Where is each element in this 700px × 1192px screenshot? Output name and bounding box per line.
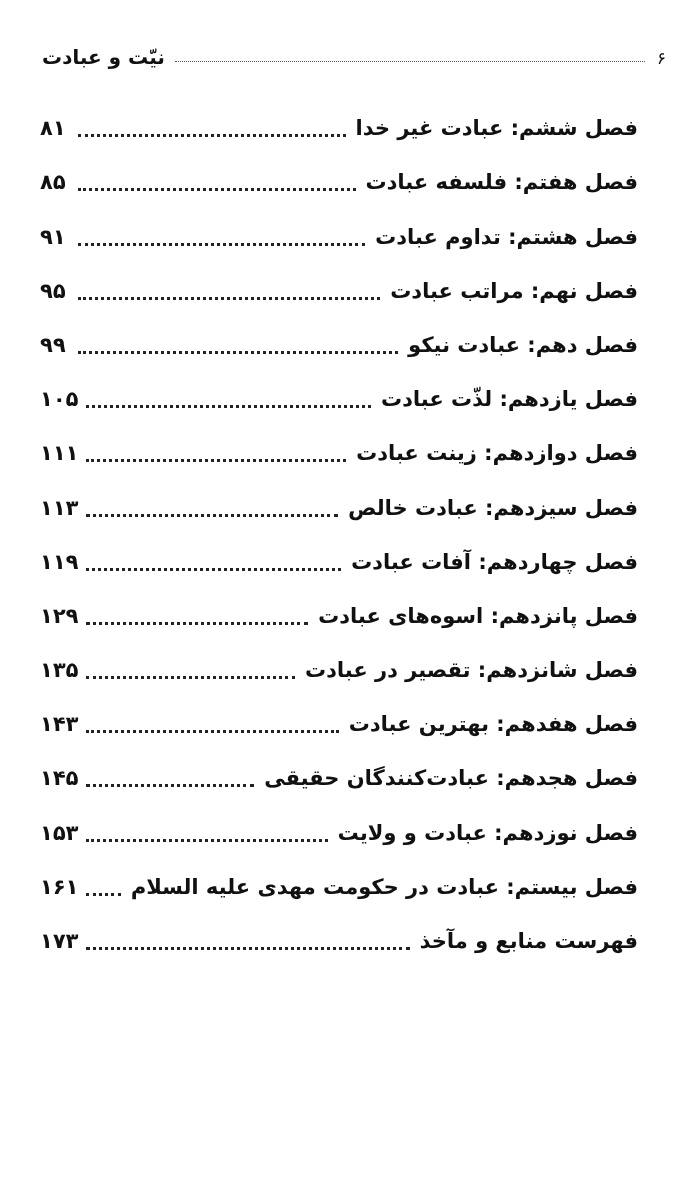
table-of-contents <box>40 92 638 959</box>
toc-entry-page: ۱۶۱ <box>40 874 79 899</box>
toc-entry-title: فصل نوزدهم: عبادت و ولایت <box>337 820 638 845</box>
toc-entry-title: فصل بیستم: عبادت در حکومت مهدی علیه السلام <box>130 874 638 899</box>
toc-entry[interactable] <box>40 526 638 580</box>
toc-dotted-leader <box>86 514 338 517</box>
toc-dotted-leader <box>86 839 327 842</box>
toc-dotted-leader <box>86 405 371 408</box>
toc-entry-page: ۱۴۵ <box>40 766 79 791</box>
toc-entry[interactable] <box>40 417 638 471</box>
toc-entry-page: ۱۲۹ <box>40 603 79 628</box>
toc-dotted-leader <box>78 188 356 191</box>
toc-entry[interactable] <box>40 471 638 525</box>
toc-dotted-leader <box>86 730 338 733</box>
toc-entry[interactable] <box>40 309 638 363</box>
toc-entry-page: ۱۳۵ <box>40 658 79 683</box>
toc-entry[interactable] <box>40 634 638 688</box>
toc-dotted-leader <box>78 297 380 300</box>
toc-entry[interactable] <box>40 796 638 850</box>
toc-entry-page: ۹۵ <box>40 278 66 303</box>
toc-entry-page: ۹۹ <box>40 332 66 357</box>
toc-entry-page: ۱۴۳ <box>40 712 79 737</box>
toc-dotted-leader <box>86 622 308 625</box>
toc-dotted-leader <box>86 568 341 571</box>
toc-dotted-leader <box>78 134 346 137</box>
toc-dotted-leader <box>86 459 346 462</box>
toc-entry-title: فصل چهاردهم: آفات عبادت <box>351 549 638 574</box>
toc-entry-title: فصل هشتم: تداوم عبادت <box>375 224 638 249</box>
toc-entry[interactable] <box>40 146 638 200</box>
toc-entry-page: ۸۵ <box>40 170 66 195</box>
toc-entry-title: فهرست منابع و مآخذ <box>419 929 638 953</box>
toc-entry[interactable] <box>40 905 638 959</box>
running-header <box>42 40 666 70</box>
toc-entry-title: فصل دهم: عبادت نیکو <box>408 332 638 357</box>
toc-entry-page: ۱۱۹ <box>40 549 79 574</box>
toc-entry-title: فصل یازدهم: لذّت عبادت <box>381 387 638 412</box>
toc-entry-title: فصل دوازدهم: زینت عبادت <box>356 441 638 466</box>
toc-entry-title: فصل سیزدهم: عبادت خالص <box>348 495 638 520</box>
toc-entry-page: ۱۷۳ <box>40 929 79 953</box>
toc-entry[interactable] <box>40 851 638 905</box>
toc-dotted-leader <box>78 351 398 354</box>
toc-entry-page: ۸۱ <box>40 116 66 141</box>
toc-dotted-leader <box>86 947 409 950</box>
toc-dotted-leader <box>86 784 254 787</box>
toc-entry-title: فصل نهم: مراتب عبادت <box>390 278 638 303</box>
header-book-title: نیّت و عبادت <box>42 45 165 69</box>
toc-entry[interactable] <box>40 742 638 796</box>
toc-entry-page: ۱۱۱ <box>40 441 79 466</box>
toc-entry[interactable] <box>40 580 638 634</box>
toc-entry[interactable] <box>40 92 638 146</box>
toc-entry[interactable] <box>40 200 638 254</box>
toc-entry-title: فصل پانزدهم: اسوه‌های عبادت <box>318 603 638 628</box>
toc-dotted-leader <box>78 243 365 246</box>
toc-dotted-leader <box>86 893 120 896</box>
toc-entry-title: فصل هفتم: فلسفه عبادت <box>365 170 638 195</box>
header-dotted-leader <box>175 61 645 62</box>
toc-entry-page: ۹۱ <box>40 224 66 249</box>
header-page-number: ۶ <box>656 49 666 69</box>
toc-dotted-leader <box>86 676 295 679</box>
toc-entry-title: فصل شانزدهم: تقصیر در عبادت <box>305 658 638 683</box>
toc-entry-page: ۱۰۵ <box>40 387 79 412</box>
toc-entry-title: فصل هجدهم: عبادت‌کنندگان حقیقی <box>264 766 638 791</box>
toc-entry-page: ۱۱۳ <box>40 495 79 520</box>
toc-entry-page: ۱۵۳ <box>40 820 79 845</box>
toc-entry[interactable] <box>40 363 638 417</box>
toc-entry-title: فصل هفدهم: بهترین عبادت <box>348 712 638 737</box>
toc-entry[interactable] <box>40 688 638 742</box>
toc-entry-title: فصل ششم: عبادت غیر خدا <box>355 116 638 141</box>
toc-entry[interactable] <box>40 255 638 309</box>
